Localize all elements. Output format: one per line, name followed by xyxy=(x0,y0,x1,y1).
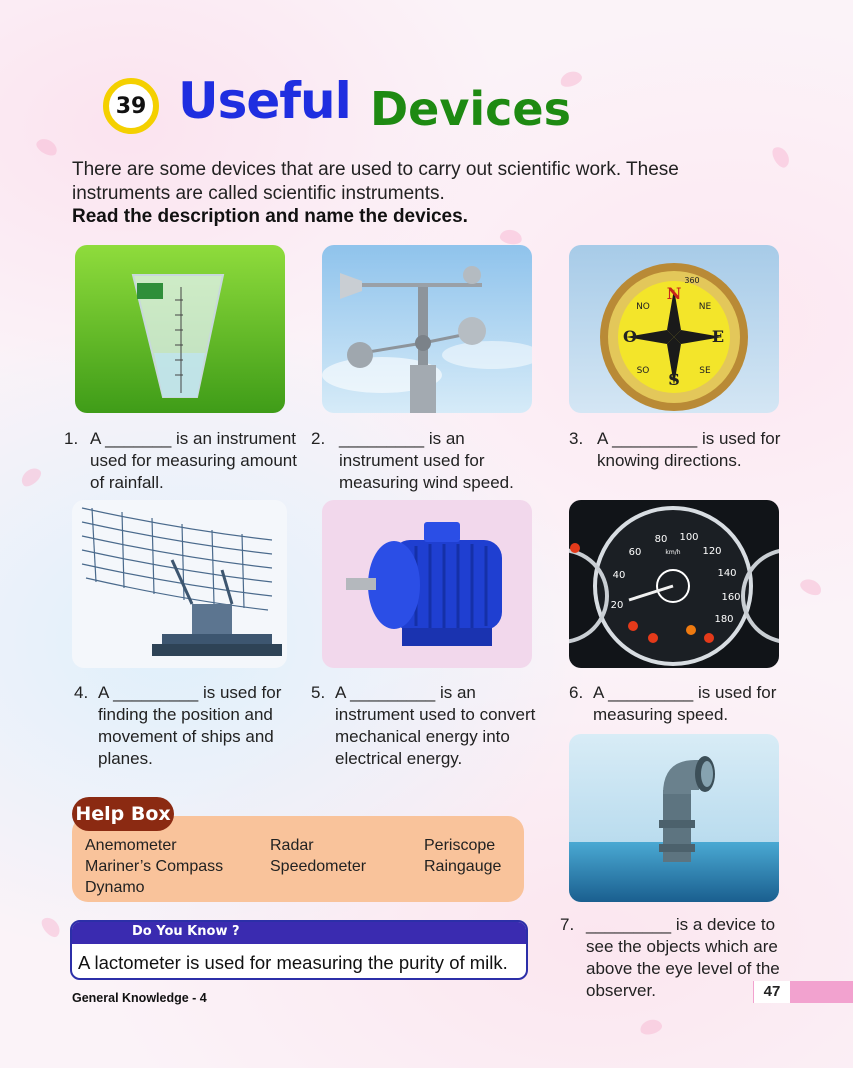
speedometer-image xyxy=(569,500,779,668)
question-number: 5. xyxy=(311,683,326,702)
speedo-label-60: 60 xyxy=(628,547,642,558)
speedo-label-160: 160 xyxy=(721,592,741,603)
anemometer-image xyxy=(322,245,532,413)
help-word: Raingauge xyxy=(424,858,502,875)
question-text: A _________ is used for measuring speed. xyxy=(593,683,777,724)
lesson-number-badge: 39 xyxy=(103,78,159,134)
footer-book-title: General Knowledge - 4 xyxy=(72,991,207,1005)
compass-nw-label: NO xyxy=(636,302,650,312)
speedo-label-180: 180 xyxy=(714,614,734,625)
question-4 xyxy=(74,682,289,770)
intro-text: There are some devices that are used to carry out scientific work. These instruments are called scientific instruments. xyxy=(72,159,679,204)
help-word: Mariner’s Compass xyxy=(85,858,224,875)
compass-w-label: O xyxy=(623,327,637,346)
speedo-label-40: 40 xyxy=(612,570,626,581)
page-title-devices: Devices xyxy=(370,82,571,136)
compass-s-label: S xyxy=(668,370,680,389)
did-you-know-text: A lactometer is used for measuring the purity of milk. xyxy=(78,952,508,973)
question-text: A _______ is an instrument used for measuring amount of rainfall. xyxy=(90,429,297,492)
raingauge-image xyxy=(75,245,285,413)
question-text: A _________ is used for knowing directions. xyxy=(597,429,781,470)
compass-degree-label: 360 xyxy=(684,276,700,285)
compass-sw-label: SO xyxy=(636,366,650,376)
did-you-know-label: Do You Know ? xyxy=(72,922,526,944)
question-3 xyxy=(569,428,789,472)
page-number: 47 xyxy=(754,981,790,1003)
question-number: 2. xyxy=(311,429,326,448)
speedo-label-120: 120 xyxy=(702,546,722,557)
speedo-label-100: 100 xyxy=(679,532,699,543)
instruction-text: Read the description and name the devices. xyxy=(72,206,468,227)
question-6 xyxy=(569,682,789,726)
compass-n-label: N xyxy=(666,284,682,303)
did-you-know-box xyxy=(70,920,528,980)
petal-decoration xyxy=(639,1017,664,1036)
compass-se-label: SE xyxy=(699,366,711,376)
question-7 xyxy=(560,914,780,1002)
question-number: 4. xyxy=(74,683,89,702)
dynamo-image xyxy=(322,500,532,668)
petal-decoration xyxy=(769,144,792,170)
petal-decoration xyxy=(39,914,64,940)
help-word: Periscope xyxy=(424,837,496,854)
question-1 xyxy=(64,428,300,494)
periscope-image xyxy=(569,734,779,902)
page-title-useful: Useful xyxy=(178,72,351,130)
question-number: 3. xyxy=(569,429,584,448)
question-number: 1. xyxy=(64,429,79,448)
speedo-label-80: 80 xyxy=(654,534,668,545)
help-box-label: Help Box xyxy=(72,797,174,831)
question-5 xyxy=(311,682,551,770)
help-word: Radar xyxy=(270,837,314,854)
question-text: _________ is a device to see the objects which are above the eye level of the observer. xyxy=(586,915,780,1000)
speedo-label-20: 20 xyxy=(610,600,624,611)
question-text: A _________ is used for finding the position and movement of ships and planes. xyxy=(98,683,282,768)
help-word: Anemometer xyxy=(85,837,177,854)
petal-decoration xyxy=(798,576,824,598)
help-word: Speedometer xyxy=(270,858,367,875)
petal-decoration xyxy=(34,135,60,158)
speedo-unit: km/h xyxy=(665,549,681,556)
question-text: _________ is an instrument used for measuring wind speed. xyxy=(339,429,514,492)
compass-image xyxy=(569,245,779,413)
compass-ne-label: NE xyxy=(698,302,712,312)
question-text: A _________ is an instrument used to convert mechanical energy into electrical energy. xyxy=(335,683,536,768)
question-2 xyxy=(311,428,541,494)
question-number: 7. xyxy=(560,915,575,934)
speedo-label-140: 140 xyxy=(717,568,737,579)
petal-decoration xyxy=(18,465,44,490)
question-number: 6. xyxy=(569,683,584,702)
petal-decoration xyxy=(499,228,523,246)
help-word: Dynamo xyxy=(85,879,145,896)
compass-e-label: E xyxy=(711,327,725,346)
radar-image xyxy=(72,500,287,668)
